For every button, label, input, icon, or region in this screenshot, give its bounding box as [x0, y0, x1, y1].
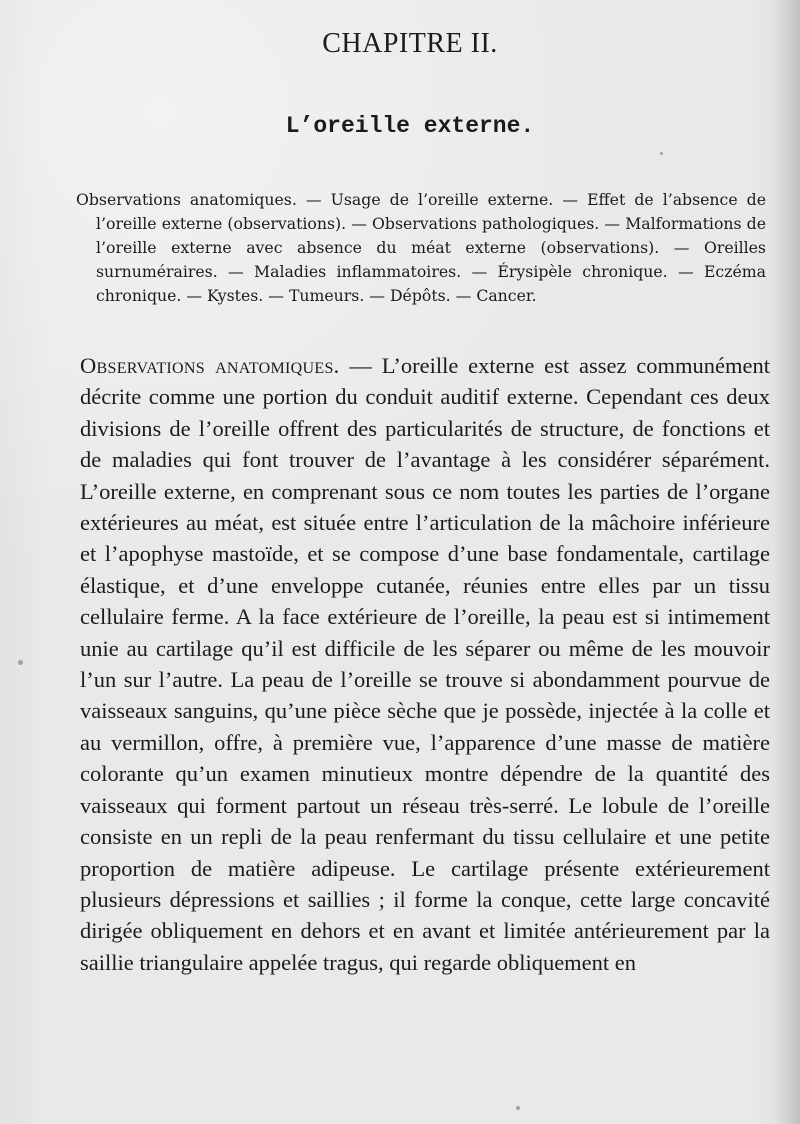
body-paragraph — [80, 350, 770, 978]
ink-dot-left — [18, 660, 23, 665]
paragraph-lead: Observations anatomiques. — [80, 353, 340, 378]
chapter-heading: CHAPITRE II. — [322, 28, 498, 59]
page-edge-shadow — [774, 0, 800, 1124]
paragraph-text: — L’oreille externe est assez communément décrite comme une portion du conduit auditif externe. Cependant ces deux divisions de l’oreille offrent des particularités de structure, de fonctions et de maladies qui font trouver de l’avantage à les considérer séparément. L’oreille externe, en comprenant sous ce nom toutes les parties de l’organe extérieures au méat, est située entre l’articulation de la mâchoire inférieure et l’apophyse mastoïde, et se compose d’une base fondamentale, cartilage élastique, et d’une enveloppe cutanée, réunies entre elles par un tissu cellulaire ferme. A la face extérieure de l’oreille, la peau est si intimement unie au cartilage qu’il est difficile de les séparer ou même de les mouvoir l’un sur l’autre. La peau de l’oreille se trouve si abondamment pourvue de vaisseaux sanguins, qu’une pièce sèche que je possède, injectée à la colle et au vermillon, offre, à première vue, l’apparence d’une masse de matière colorante qu’un examen minutieux montre dépendre de la quantité des vaisseaux qui forment partout un réseau très-serré. Le lobule de l’oreille consiste en un repli de la peau renfermant du tissu cellulaire et une petite proportion de matière adipeuse. Le cartilage présente extérieurement plusieurs dépressions et saillies ; il forme la conque, cette large concavité dirigée obliquement en dehors et en avant et limitée antérieurement par la saillie triangulaire appelée tragus, qui regarde obliquement en — [80, 353, 770, 975]
summary-text: Observations anatomiques. — Usage de l’oreille externe. — Effet de l’absence de l’oreille externe (observations). — Observations pathologiques. — Malformations de l’oreille externe avec absence du méat externe (observations). — Oreilles surnuméraires. — Maladies inflammatoires. — Érysipèle chronique. — Eczéma chronique. — Kystes. — Tumeurs. — Dépôts. — Cancer. — [76, 190, 766, 305]
chapter-summary — [76, 188, 766, 308]
ink-dot-title — [660, 152, 663, 155]
section-title: L’oreille externe. — [285, 113, 535, 139]
ink-dot-bottom — [516, 1106, 520, 1110]
